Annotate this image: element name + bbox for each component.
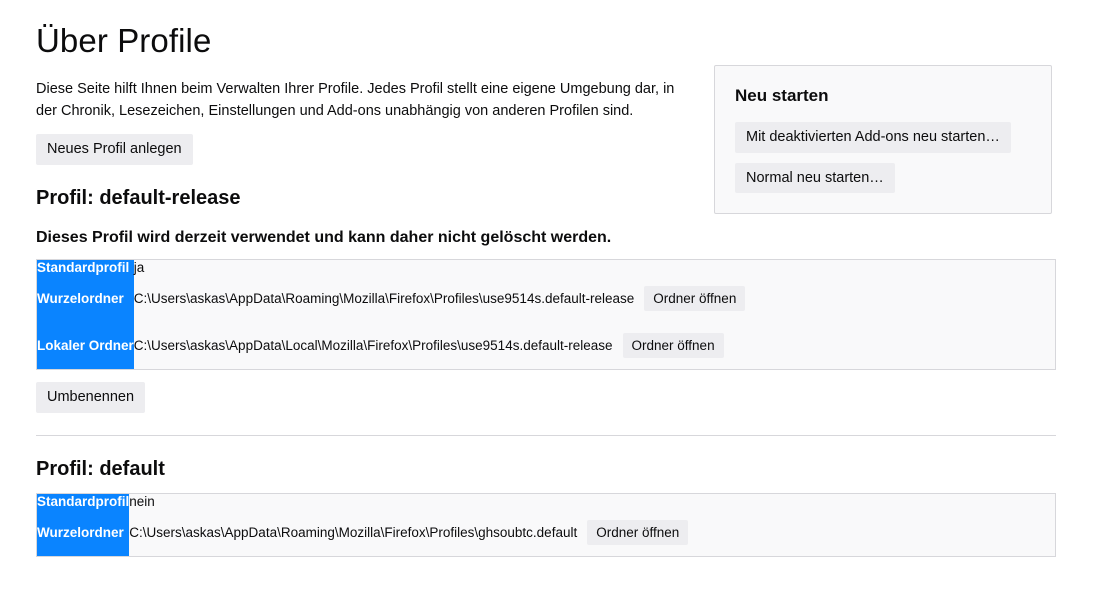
restart-panel-heading: Neu starten	[735, 86, 829, 105]
row-value-default-profile: nein	[129, 493, 155, 509]
rename-row	[36, 382, 1060, 413]
page-intro-text: Diese Seite hilft Ihnen beim Verwalten Ihrer Profile. Jedes Profil stellt eine eigene Umgebung dar, in der Chronik, Lesezeichen, Einstellungen und Add-ons unabhängig von anderen Profilen sind.	[36, 80, 675, 119]
local-dir-path: C:\Users\askas\AppData\Local\Mozilla\Firefox\Profiles\use9514s.default-release	[133, 338, 613, 354]
open-root-folder-button[interactable]: Ordner öffnen	[644, 286, 745, 311]
table-row	[37, 275, 1056, 322]
root-dir-path: C:\Users\askas\AppData\Roaming\Mozilla\Firefox\Profiles\ghsoubtc.default	[129, 524, 578, 540]
root-dir-path: C:\Users\askas\AppData\Roaming\Mozilla\Firefox\Profiles\use9514s.default-release	[133, 291, 635, 307]
page-title: Über Profile	[36, 22, 212, 59]
row-label-local-dir: Lokaler Ordner	[37, 322, 134, 370]
row-label-default-profile: Standardprofil	[37, 260, 134, 276]
row-value-root-dir	[134, 275, 1056, 322]
rename-profile-button[interactable]: Umbenennen	[36, 382, 145, 413]
row-label-root-dir: Wurzelordner	[37, 509, 130, 557]
row-label-root-dir: Wurzelordner	[37, 275, 134, 322]
restart-panel	[714, 65, 1052, 214]
table-row	[37, 260, 1056, 276]
table-row	[37, 322, 1056, 370]
profile-in-use-note: Dieses Profil wird derzeit verwendet und kann daher nicht gelöscht werden.	[36, 229, 612, 247]
section-divider	[36, 435, 1056, 436]
about-profiles-page	[0, 20, 1096, 605]
page-left-edge	[0, 20, 8, 605]
profile-table-default	[36, 493, 1056, 557]
open-local-folder-button[interactable]: Ordner öffnen	[623, 333, 724, 358]
table-row	[37, 509, 1056, 557]
row-value-local-dir	[134, 322, 1056, 370]
table-row	[37, 493, 1056, 509]
restart-with-addons-disabled-button[interactable]: Mit deaktivierten Add-ons neu starten…	[735, 122, 1011, 153]
row-label-default-profile: Standardprofil	[37, 493, 130, 509]
row-value-default-profile: ja	[133, 260, 145, 276]
create-profile-button[interactable]: Neues Profil anlegen	[36, 134, 193, 165]
profile-table-default-release	[36, 259, 1056, 370]
row-value-root-dir	[129, 509, 1055, 557]
open-root-folder-button[interactable]: Ordner öffnen	[587, 520, 688, 545]
profile-heading-default: Profil: default	[36, 457, 165, 480]
restart-normally-button[interactable]: Normal neu starten…	[735, 163, 895, 194]
profile-heading-default-release: Profil: default-release	[36, 187, 241, 210]
